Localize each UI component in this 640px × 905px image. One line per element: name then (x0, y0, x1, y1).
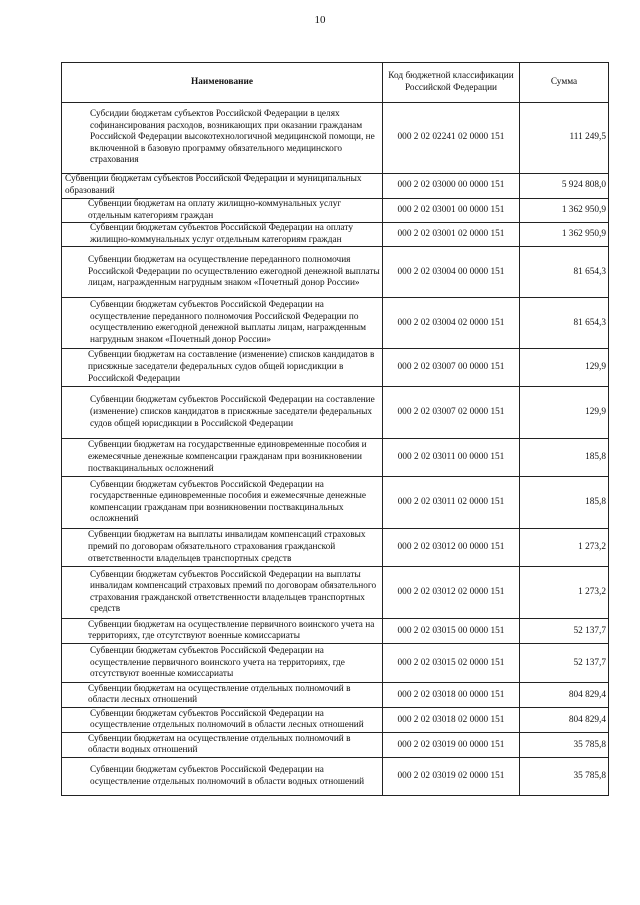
row-name: Субвенции бюджетам на осуществление отдельных полномочий в области лесных отношений (62, 683, 383, 708)
row-name: Субвенции бюджетам на осуществление отдельных полномочий в области водных отношений (62, 733, 383, 758)
table-row (62, 439, 609, 477)
row-code: 000 2 02 03019 02 0000 151 (383, 758, 520, 796)
row-sum: 1 273,2 (520, 567, 609, 619)
row-name: Субвенции бюджетам на государственные единовременные пособия и ежемесячные денежные компенсации гражданам при возникновении поствакцинальных осложнений (62, 439, 383, 477)
row-code: 000 2 02 03007 00 0000 151 (383, 349, 520, 387)
row-name: Субвенции бюджетам субъектов Российской Федерации на осуществление переданного полномочия Российской Федерации по осуществлению ежегодной денежной выплаты лицам, награжденным нагрудным знаком «Почетный донор России» (62, 298, 383, 349)
row-code: 000 2 02 03004 02 0000 151 (383, 298, 520, 349)
row-sum: 81 654,3 (520, 298, 609, 349)
row-code: 000 2 02 03012 02 0000 151 (383, 567, 520, 619)
row-sum: 35 785,8 (520, 758, 609, 796)
row-name: Субвенции бюджетам на составление (изменение) списков кандидатов в присяжные заседатели федеральных судов общей юрисдикции в Российской Федерации (62, 349, 383, 387)
row-sum: 129,9 (520, 387, 609, 439)
row-code: 000 2 02 03001 02 0000 151 (383, 223, 520, 247)
row-code: 000 2 02 02241 02 0000 151 (383, 103, 520, 174)
table-row (62, 733, 609, 758)
table-row (62, 199, 609, 223)
row-name: Субсидии бюджетам субъектов Российской Федерации в целях софинансирования расходов, возникающих при оказании гражданам Российской Федерации высокотехнологичной медицинской помощи, не включенной в базовую программу обязательного медицинского страхования (62, 103, 383, 174)
row-name: Субвенции бюджетам на оплату жилищно-коммунальных услуг отдельным категориям граждан (62, 199, 383, 223)
row-name: Субвенции бюджетам субъектов Российской Федерации на осуществление отдельных полномочий в области водных отношений (62, 758, 383, 796)
row-code: 000 2 02 03012 00 0000 151 (383, 529, 520, 567)
table-row (62, 223, 609, 247)
table-row (62, 477, 609, 529)
table-row (62, 529, 609, 567)
row-sum: 185,8 (520, 439, 609, 477)
row-code: 000 2 02 03000 00 0000 151 (383, 174, 520, 199)
row-sum: 111 249,5 (520, 103, 609, 174)
row-name: Субвенции бюджетам субъектов Российской Федерации на государственные единовременные пособия и ежемесячные денежные компенсации гражданам при возникновении поствакцинальных осложнений (62, 477, 383, 529)
table-row (62, 387, 609, 439)
row-sum: 5 924 808,0 (520, 174, 609, 199)
table-header-row (62, 63, 609, 103)
page-number: 10 (314, 14, 326, 26)
row-sum: 1 362 950,9 (520, 223, 609, 247)
row-code: 000 2 02 03018 02 0000 151 (383, 708, 520, 733)
header-name: Наименование (62, 63, 383, 103)
table-row (62, 247, 609, 298)
table-row (62, 349, 609, 387)
table-row (62, 619, 609, 644)
row-name: Субвенции бюджетам субъектов Российской Федерации на оплату жилищно-коммунальных услуг отдельным категориям граждан (62, 223, 383, 247)
table-row (62, 708, 609, 733)
row-name: Субвенции бюджетам субъектов Российской Федерации на составление (изменение) списков кандидатов в присяжные заседатели федеральных судов общей юрисдикции в Российской Федерации (62, 387, 383, 439)
row-name: Субвенции бюджетам на осуществление переданного полномочия Российской Федерации по осуществлению ежегодной денежной выплаты лицам, награжденным нагрудным знаком «Почетный донор России» (62, 247, 383, 298)
row-name: Субвенции бюджетам субъектов Российской Федерации на выплаты инвалидам компенсаций страховых премий по договорам обязательного страхования гражданской ответственности владельцев транспортных средств (62, 567, 383, 619)
row-sum: 804 829,4 (520, 683, 609, 708)
row-sum: 35 785,8 (520, 733, 609, 758)
header-code: Код бюджетной классификации Российской Федерации (383, 63, 520, 103)
row-code: 000 2 02 03001 00 0000 151 (383, 199, 520, 223)
row-sum: 1 362 950,9 (520, 199, 609, 223)
row-code: 000 2 02 03019 00 0000 151 (383, 733, 520, 758)
header-sum: Сумма (520, 63, 609, 103)
row-code: 000 2 02 03018 00 0000 151 (383, 683, 520, 708)
row-sum: 52 137,7 (520, 619, 609, 644)
row-code: 000 2 02 03015 00 0000 151 (383, 619, 520, 644)
row-sum: 185,8 (520, 477, 609, 529)
table-row (62, 758, 609, 796)
row-code: 000 2 02 03011 00 0000 151 (383, 439, 520, 477)
row-sum: 804 829,4 (520, 708, 609, 733)
row-sum: 81 654,3 (520, 247, 609, 298)
row-name: Субвенции бюджетам на выплаты инвалидам компенсаций страховых премий по договорам обязательного страхования гражданской ответственности владельцев транспортных средств (62, 529, 383, 567)
row-code: 000 2 02 03004 00 0000 151 (383, 247, 520, 298)
table-row (62, 567, 609, 619)
table-row (62, 298, 609, 349)
table-row (62, 683, 609, 708)
budget-table (61, 62, 609, 796)
row-code: 000 2 02 03011 02 0000 151 (383, 477, 520, 529)
table-row (62, 103, 609, 174)
row-sum: 1 273,2 (520, 529, 609, 567)
row-name: Субвенции бюджетам субъектов Российской Федерации на осуществление первичного воинского учета на территориях, где отсутствуют военные комиссариаты (62, 644, 383, 683)
row-code: 000 2 02 03007 02 0000 151 (383, 387, 520, 439)
table-body (62, 103, 609, 796)
table-row (62, 644, 609, 683)
row-code: 000 2 02 03015 02 0000 151 (383, 644, 520, 683)
table-row (62, 174, 609, 199)
row-sum: 52 137,7 (520, 644, 609, 683)
row-name: Субвенции бюджетам на осуществление первичного воинского учета на территориях, где отсутствуют военные комиссариаты (62, 619, 383, 644)
row-sum: 129,9 (520, 349, 609, 387)
row-name: Субвенции бюджетам субъектов Российской Федерации и муниципальных образований (62, 174, 383, 199)
row-name: Субвенции бюджетам субъектов Российской Федерации на осуществление отдельных полномочий в области лесных отношений (62, 708, 383, 733)
